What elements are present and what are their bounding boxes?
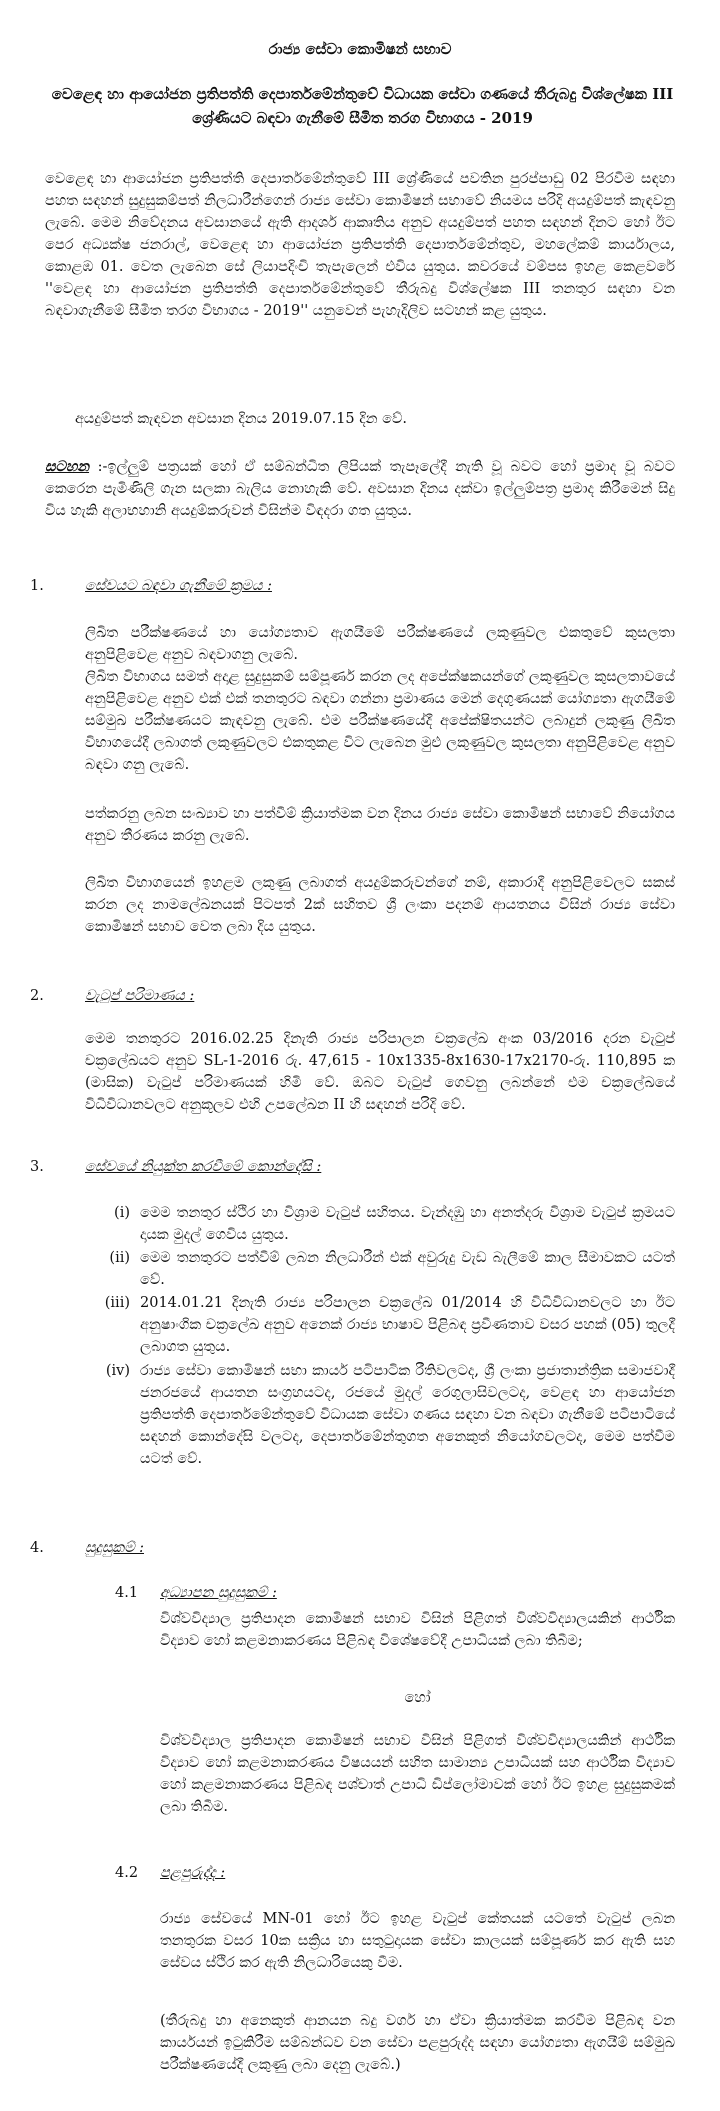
- section-number: 3.: [30, 1159, 44, 1175]
- subsection-title: පළපුරුද්ද :: [160, 1865, 226, 1881]
- item-text: මෙම තනතුරට පත්වීම් ලබන නිලධාරීන් එක් අවුරුදු වැඩ බැලීමේ කාල සීමාවකට යටත් වේ.: [140, 1250, 675, 1288]
- deadline-paragraph: අයදුම්පත් කැඳවන අවසාන දිනය 2019.07.15 දින වේ.: [75, 411, 407, 427]
- section-title: වැටුප් පරිමාණය :: [85, 988, 195, 1004]
- item-marker: (ii): [109, 1250, 130, 1266]
- section-title: සේවයට බඳවා ගැනීමේ ක්‍රමය :: [85, 578, 272, 594]
- experience-paragraph: රාජ්‍ය සේවයේ MN-01 හෝ ඊට ඉහළ වැටුප් කේතයක් යටතේ වැටුප් ලබන තනතුරක වසර 10ක සක්‍රිය හා සතුටුදායක සේවා කාලයක් සම්පූර්ණ කර ඇති සහ සේවය ස්ථිර කර ඇති නිලධාරියෙකු වීම.: [160, 1911, 675, 1971]
- education-qualification-2: විශ්වවිද්‍යාල ප්‍රතිපාදන කොමිෂන් සභාව විසින් පිළිගත් විශ්වවිද්‍යාලයකින් ආර්ථික විද්‍යාව හෝ කළමනාකරණය විෂයයන් සහිත සාමාන්‍ය උපාධියක් සහ ආර්ථික විද්‍යාව හෝ කළමනාකරණය පිළිබඳ පශ්චාත් උපාධි ඩිප්ලෝමාවක් හෝ ඊට ඉහළ සුදුසුකමක් ලබා තිබීම.: [160, 1733, 675, 1815]
- subsection-number: 4.2: [115, 1865, 139, 1881]
- section-2-paragraph-1: මෙම තනතුරට 2016.02.25 දිනැති රාජ්‍ය පරිපාලන චක්‍රලේඛ අංක 03/2016 දරන වැටුප් චක්‍රලේඛයට අනුව SL-1-2016 රු. 47,615 - 10x1335-8x1630-17x2170-රු. 110,895 ක (මාසික) වැටුප් පරිමාණයක් හිමි වේ. ඔබට වැටුප් ගෙවනු ලබන්නේ එම චක්‍රලේඛයේ විධිවිධානවලට අනුකූලව එහි උපලේඛන II හි සඳහන් පරිදි වේ.: [85, 1031, 675, 1113]
- subsection-title: අධ්‍යාපන සුදුසුකම් :: [160, 1585, 277, 1601]
- subsection-number: 4.1: [115, 1585, 139, 1601]
- section-title: සේවයේ නියුක්ත කරවීමේ කොන්දේසි :: [85, 1159, 322, 1175]
- note-text: :-ඉල්ලුම් පත්‍රයක් හෝ ඒ සම්බන්ධිත ලිපියක් තැපෑලේදී නැති වූ බවට හෝ ප්‍රමාද වූ බවට කෙරෙන පැමිණිලි ගැන සලකා බැලිය නොහැකි වේ. අවසාන දිනය දක්වා ඉල්ලුම්පත්‍ර ප්‍රමාද කිරීමෙන් සිදු විය හැකි අලාභහානි අයදුම්කරුවන් විසින්ම විඳදරා ගත යුතුය.: [45, 459, 675, 519]
- experience-note: (තීරුබදු හා අනෙකුත් ආනයන බදු වර්ග හා ඒවා ක්‍රියාත්මක කරවීම පිළිබඳ වන කාර්යයන් ඉටුකිරීම සම්බන්ධව වන සේවා පළපුරුද්ද සඳහා යෝග්‍යතා ඇගයීම් සම්මුඛ පරීක්ෂණයේදී ලකුණු ලබා දෙනු ලැබේ.): [160, 2013, 675, 2073]
- section-number: 2.: [30, 988, 44, 1004]
- note-label: සටහන: [45, 458, 90, 475]
- section-1-paragraph-4: ලිඛිත විභාගයෙන් ඉහළම ලකුණු ලබාගත් අයදුම්කරුවන්ගේ නම්, අකාරාදී අනුපිළිවෙලට සකස් කරන ලද නාමලේඛනයක් පිටපත් 2ක් සහිතව ශ්‍රී ලංකා පදනම් ආයතනය විසින් රාජ්‍ය සේවා කොමිෂන් සභාව වෙත ලබා දිය යුතුය.: [85, 875, 675, 935]
- section-1-paragraph-1: ලිඛිත පරීක්ෂණයේ හා යෝග්‍යතාව ඇගයීමේ පරීක්ෂණයේ ලකුණුවල එකතුවේ කුසලතා අනුපිළිවෙළ අනුව බඳවාගනු ලැබේ.: [85, 625, 675, 663]
- section-number: 1.: [30, 578, 44, 594]
- section-1-paragraph-3: පත්කරනු ලබන සංඛ්‍යාව හා පත්වීම් ක්‍රියාත්මක වන දිනය රාජ්‍ය සේවා කොමිෂන් සභාවේ නියෝගය අනුව තීරණය කරනු ලැබේ.: [85, 806, 675, 844]
- item-marker: (iv): [105, 1363, 130, 1379]
- item-text: රාජ්‍ය සේවා කොමිෂන් සභා කාර්ය පටිපාටික රීතිවලටද, ශ්‍රී ලංකා ප්‍රජාතාන්ත්‍රික සමාජවාදී ජනරජයේ ආයතන සංග්‍රහයටද, රජයේ මුදල් රෙගුලාසිවලටද, වෙළඳ හා ආයෝජන ප්‍රතිපත්ති දෙපාර්තමේන්තුවේ විධායක සේවා ගණය සඳහා වන බඳවා ගැනීමේ පටිපාටියේ සඳහන් කොන්දේසි වලටද, දෙපාර්තමේන්තුගත අනෙකුත් නියෝගවලටද, මෙම පත්වීම යටත් වේ.: [140, 1363, 675, 1467]
- item-text: 2014.01.21 දිනැති රාජ්‍ය පරිපාලන චක්‍රලේඛ 01/2014 හි විධිවිධානවලට හා ඊට අනුෂාංගික චක්‍රලේඛ අනුව අනෙක් රාජ්‍ය භාෂාව පිළිබඳ ප්‍රවීණතාව වසර පහක් (05) තුලදී ලබාගත යුතුය.: [140, 1295, 675, 1355]
- education-qualification-1: විශ්වවිද්‍යාල ප්‍රතිපාදන කොමිෂන් සභාව විසින් පිළිගත් විශ්වවිද්‍යාලයකින් ආර්ථික විද්‍යාව හෝ කළමනාකරණය පිළිබඳ විශේෂවේදී උපාධියක් ලබා තිබීම;: [160, 1611, 675, 1649]
- page-title: රාජ්‍ය සේවා කොමිෂන් සභාව: [268, 40, 452, 58]
- or-separator: හෝ: [404, 1690, 431, 1706]
- item-marker: (iii): [104, 1295, 130, 1311]
- section-title: සුදුසුකම් :: [85, 1540, 144, 1556]
- note-paragraph: [45, 456, 675, 522]
- section-1-paragraph-2: ලිඛිත විභාගය සමත් අදාළ සුදුසුකම් සම්පූර්ණ කරන ලද අපේක්ෂකයන්ගේ ලකුණුවල කුසලතාවයේ අනුපිළිවෙළ අනුව එක් එක් තනතුරට බඳවා ගන්නා ප්‍රමාණය මෙන් දෙගුණයක් යෝග්‍යතා ඇගයීමේ සම්මුඛ පරීක්ෂණයට කැඳවනු ලැබේ. එම පරීක්ෂණයේදී අපේක්ෂිතයන්ට ලබාදුන් ලකුණු ලිඛිත විභාගයේදී ලබාගත් ලකුණුවලට එකතුකළ විට ලැබෙන මුළු ලකුණුවල කුසලතා අනුපිළිවෙළ අනුව බඳවා ගනු ලැබේ.: [85, 669, 675, 773]
- notice-subtitle: වෙළෙඳ හා ආයෝජන ප්‍රතිපත්ති දෙපාර්තමේන්තුවේ විධායක සේවා ගණයේ තීරුබදු විශ්ලේෂක III ශ්‍රේණියට බඳවා ගැනීමේ සීමිත තරග විභාගය - 2019: [51, 85, 674, 127]
- item-marker: (i): [114, 1205, 130, 1221]
- section-number: 4.: [30, 1540, 44, 1556]
- item-text: මෙම තනතුර ස්ථිර හා විශ්‍රාම වැටුප් සහිතය. වැන්දඹු හා අනත්දරු විශ්‍රාම වැටුප් ක්‍රමයට දායක මුදල් ගෙවිය යුතුය.: [140, 1205, 675, 1243]
- intro-paragraph: වෙළෙඳ හා ආයෝජන ප්‍රතිපත්ති දෙපාර්තමේන්තුවේ III ශ්‍රේණියේ පවතින පුරප්පාඩු 02 පිරවීම සඳහා පහත සඳහන් සුදුසුකම්පත් නිලධාරීන්ගෙන් රාජ්‍ය සේවා කොමිෂන් සභාවේ නියමය පරිදි අයදුම්පත් කැඳවනු ලැබේ. මෙම නිවේදනය අවසානයේ ඇති ආදර්ශ ආකෘතිය අනුව අයදුම්පත් පහත සඳහන් දිනට හෝ ඊට පෙර අධ්‍යක්ෂ ජනරාල්, වෙළෙඳ හා ආයෝජන ප්‍රතිපත්ති දෙපාර්තමේන්තුව, මහලේකම් කාර්යාලය, කොළඹ 01. වෙත ලැබෙන සේ ලියාපදිංචි තැපැලෙන් එවිය යුතුය. කවරයේ වම්පස ඉහළ කෙළවරේ ''වෙළඳ හා ආයෝජන ප්‍රතිපත්ති දෙපාර්තමේන්තුවේ තීරුබදු විශ්ලේෂක III තනතුර සඳහා වන බඳවාගැනීමේ සීමිත තරග විභාගය - 2019'' යනුවෙන් පැහැදිලිව සටහන් කළ යුතුය.: [45, 171, 675, 319]
